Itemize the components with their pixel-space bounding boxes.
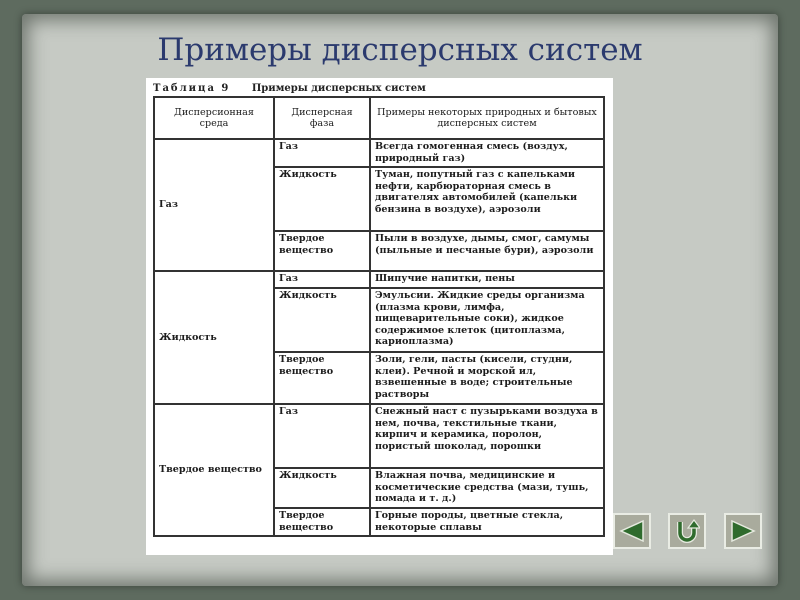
arrow-right-icon xyxy=(730,519,756,543)
example-cell: Туман, попутный газ с капельками нефти, карбюраторная смесь в двигателях автомобилей (капельки бензина в воздухе), аэрозоли xyxy=(370,167,604,231)
example-cell: Золи, гели, пасты (кисели, студни, клеи). Речной и морской ил, взвешенные в воде; строительные растворы xyxy=(370,352,604,404)
phase-cell: Твердое вещество xyxy=(274,352,370,404)
table-header-row xyxy=(154,97,604,139)
phase-cell: Жидкость xyxy=(274,288,370,352)
phase-cell: Жидкость xyxy=(274,468,370,508)
medium-cell: Газ xyxy=(154,139,274,271)
u-turn-icon xyxy=(674,518,700,544)
table-row xyxy=(154,271,604,288)
slide-title: Примеры дисперсных систем xyxy=(157,32,643,68)
header-phase: Дисперсная фаза xyxy=(274,97,370,139)
example-cell: Влажная почва, медицинские и косметические средства (мази, тушь, помада и т. д.) xyxy=(370,468,604,508)
table-row xyxy=(154,139,604,167)
phase-cell: Газ xyxy=(274,139,370,167)
example-cell: Всегда гомогенная смесь (воздух, природный газ) xyxy=(370,139,604,167)
example-cell: Пыли в воздухе, дымы, смог, самумы (пыльные и песчаные бури), аэрозоли xyxy=(370,231,604,271)
phase-cell: Жидкость xyxy=(274,167,370,231)
forward-button[interactable] xyxy=(724,513,762,549)
phase-cell: Твердое вещество xyxy=(274,508,370,536)
back-button[interactable] xyxy=(613,513,651,549)
phase-cell: Газ xyxy=(274,404,370,468)
arrow-left-icon xyxy=(619,519,645,543)
medium-cell: Твердое вещество xyxy=(154,404,274,536)
phase-cell: Твердое вещество xyxy=(274,231,370,271)
return-button[interactable] xyxy=(668,513,706,549)
table-scan xyxy=(146,78,613,555)
phase-cell: Газ xyxy=(274,271,370,288)
example-cell: Снежный наст с пузырьками воздуха в нем, почва, текстильные ткани, кирпич и керамика, поролон, пористый шоколад, порошки xyxy=(370,404,604,468)
dispersed-systems-table xyxy=(153,96,605,537)
table-row xyxy=(154,404,604,468)
table-caption-title: Примеры дисперсных систем xyxy=(251,83,426,94)
medium-cell: Жидкость xyxy=(154,271,274,404)
example-cell: Эмульсии. Жидкие среды организма (плазма крови, лимфа, пищеварительные соки), жидкое содержимое клеток (цитоплазма, кариоплазма) xyxy=(370,288,604,352)
example-cell: Шипучие напитки, пены xyxy=(370,271,604,288)
header-medium: Дисперсионная среда xyxy=(154,97,274,139)
table-caption xyxy=(153,82,606,96)
header-examples: Примеры некоторых природных и бытовых дисперсных систем xyxy=(370,97,604,139)
example-cell: Горные породы, цветные стекла, некоторые сплавы xyxy=(370,508,604,536)
table-caption-number: Таблица 9 xyxy=(153,83,231,94)
